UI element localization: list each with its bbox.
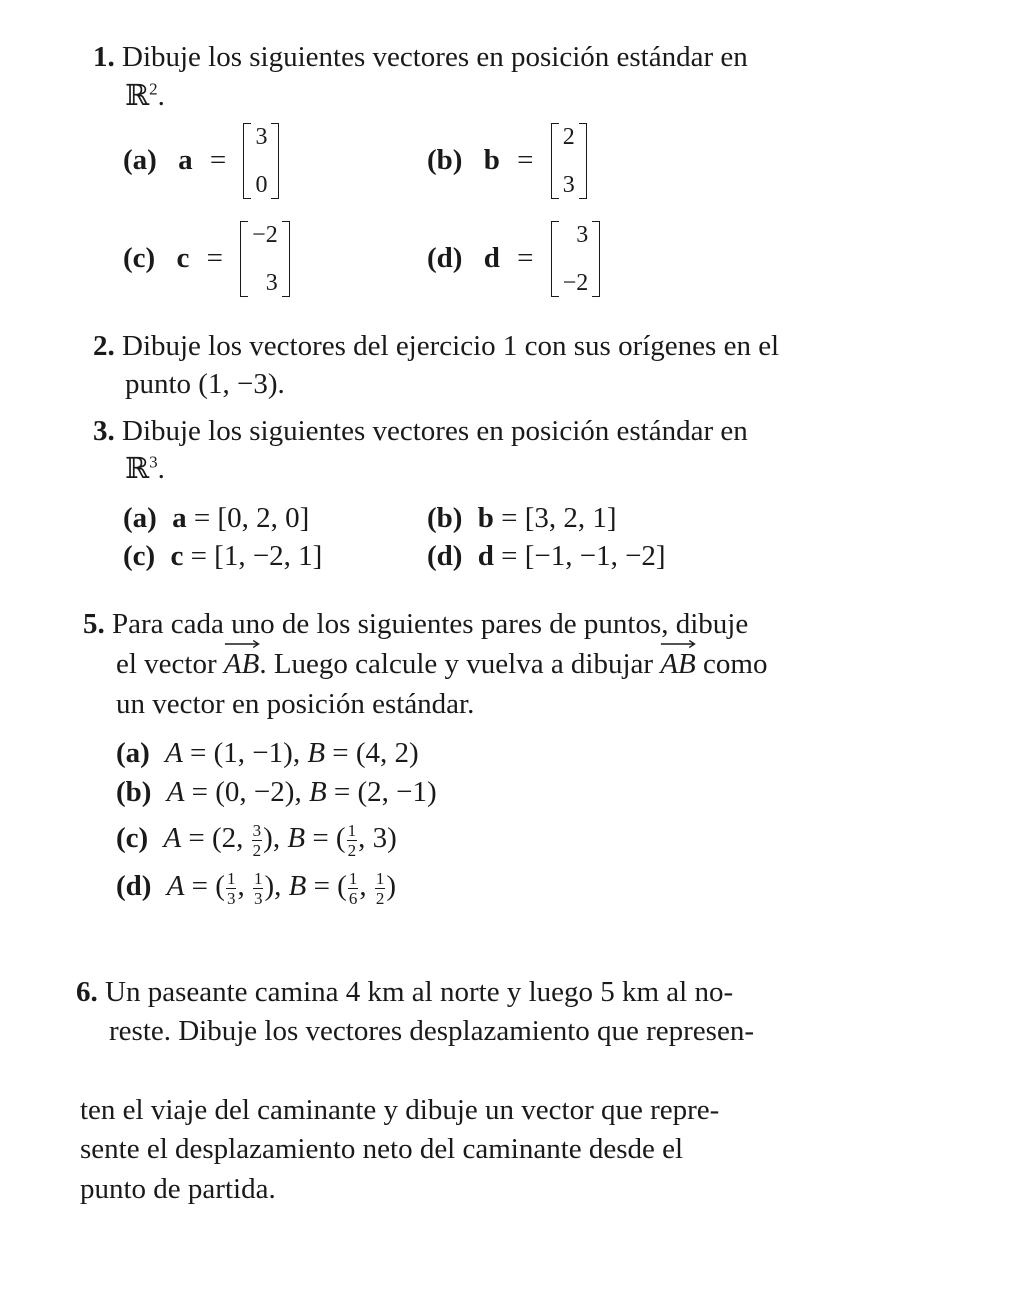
column-vector: 2 3	[551, 123, 587, 199]
exercise-6-line5: punto de partida.	[80, 1173, 276, 1205]
real-space-symbol: ℝ	[125, 80, 150, 112]
exercise-2	[93, 328, 779, 366]
exercise-1	[93, 39, 748, 77]
exercise-number: 5.	[83, 608, 105, 640]
fraction: $\frac{1}{6}$	[348, 868, 358, 908]
exercise-number: 3.	[93, 415, 115, 447]
ex1-item-c: (c) c = −2 3	[123, 221, 290, 297]
ex5-item-c: (c) A = (2, $\frac{3}{2}$ ), B = ( $\frac{1}{2}$ , 3)	[116, 820, 397, 860]
exercise-1-space: ℝ$^2$.	[125, 79, 165, 112]
column-vector: 3 0	[243, 123, 279, 199]
ex5-item-d: (d) A = ( $\frac{1}{3}$ , $\frac{1}{3}$ ), B = ( $\frac{1}{6}$ , $\frac{1}{2}$ )	[116, 868, 397, 908]
exercise-6	[76, 974, 733, 1012]
ex3-item-c: (c) c = [1, −2, 1]	[123, 540, 323, 572]
exercise-3-space: ℝ$^3$.	[125, 452, 165, 485]
exercise-6-line4: sente el desplazamiento neto del caminante desde el	[80, 1133, 684, 1165]
exercise-text: Para cada uno de los siguientes pares de puntos, dibuje	[112, 608, 749, 640]
fraction: $\frac{3}{2}$	[252, 820, 262, 860]
exercise-number: 1.	[93, 41, 115, 73]
ex3-item-a: (a) a = [0, 2, 0]	[123, 502, 310, 534]
exercise-text: Dibuje los vectores del ejercicio 1 con sus orígenes en el	[122, 330, 780, 362]
exercise-5-line2: el vector AB. Luego calcule y vuelva a dibujar AB como	[116, 646, 767, 684]
fraction: $\frac{1}{2}$	[347, 820, 357, 860]
exercise-5	[83, 606, 748, 644]
ex1-item-a: (a) a = 3 0	[123, 123, 279, 199]
ex5-item-b: (b) A = (0, −2), B = (2, −1)	[116, 776, 437, 808]
fraction: $\frac{1}{3}$	[253, 868, 263, 908]
ex1-item-b: (b) b = 2 3	[427, 123, 587, 199]
exercise-6-line2: reste. Dibuje los vectores desplazamiento que represen-	[109, 1015, 754, 1047]
exercise-6-line3: ten el viaje del caminante y dibuje un vector que repre-	[80, 1094, 720, 1126]
fraction: $\frac{1}{3}$	[226, 868, 236, 908]
column-vector: 3 −2	[551, 221, 601, 297]
vector-ab: AB	[660, 646, 695, 684]
fraction: $\frac{1}{2}$	[375, 868, 385, 908]
vector-ab: AB	[224, 646, 259, 684]
ex1-item-d: (d) d = 3 −2	[427, 221, 600, 297]
ex3-item-d: (d) d = [−1, −1, −2]	[427, 540, 666, 572]
exercise-3	[93, 413, 748, 451]
ex5-item-a: (a) A = (1, −1), B = (4, 2)	[116, 737, 419, 769]
exercise-text: Dibuje los siguientes vectores en posición estándar en	[122, 415, 748, 447]
exercise-text: Dibuje los siguientes vectores en posición estándar en	[122, 41, 748, 73]
exercise-number: 2.	[93, 330, 115, 362]
exercise-5-line3: un vector en posición estándar.	[116, 688, 475, 720]
exercise-2-line2: punto (1, −3).	[125, 368, 285, 400]
ex3-item-b: (b) b = [3, 2, 1]	[427, 502, 617, 534]
exercise-number: 6.	[76, 976, 98, 1008]
column-vector: −2 3	[240, 221, 290, 297]
exercise-text: Un paseante camina 4 km al norte y luego 5 km al no-	[105, 976, 734, 1008]
real-space-symbol: ℝ	[125, 453, 150, 485]
